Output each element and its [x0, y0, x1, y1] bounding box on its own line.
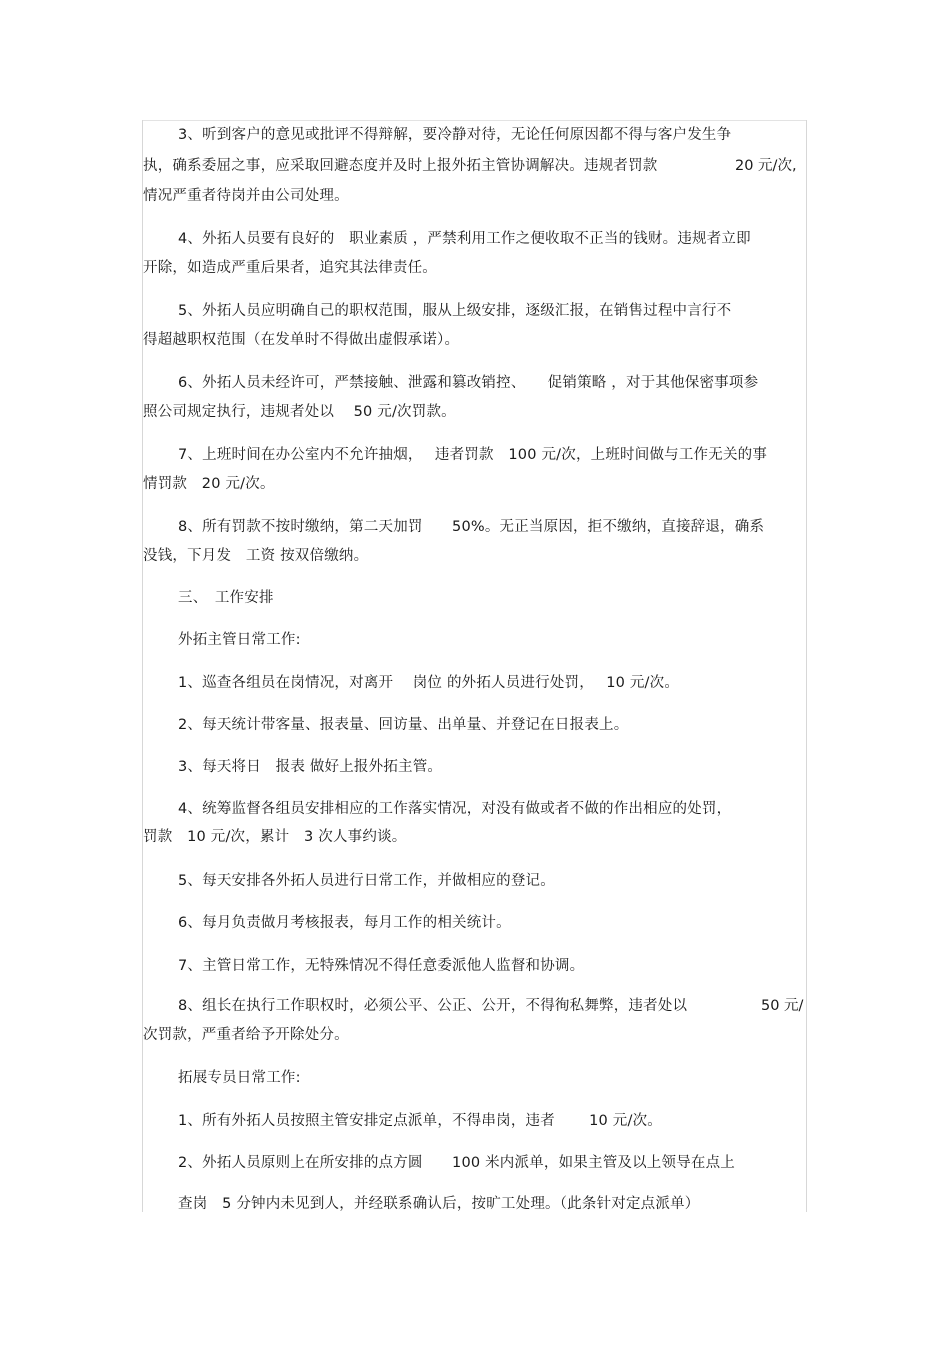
section-heading: 三、 工作安排	[178, 590, 274, 606]
rule-4-line-1: 4、外拓人员要有良好的 职业素质 ，严禁利用工作之便收取不正当的钱财。违规者立即	[178, 231, 751, 247]
rule-8-line-1: 8、所有罚款不按时缴纳，第二天加罚 50%。无正当原因，拒不缴纳，直接辞退，确系	[178, 519, 765, 535]
supervisor-duty-5: 5、每天安排各外拓人员进行日常工作，并做相应的登记。	[178, 873, 555, 889]
supervisor-heading: 外拓主管日常工作:	[178, 632, 301, 648]
page-frame-right	[806, 120, 807, 1212]
supervisor-duty-7: 7、主管日常工作，无特殊情况不得任意委派他人监督和协调。	[178, 958, 585, 974]
rule-7-line-2: 情罚款 20 元/次。	[143, 476, 275, 492]
supervisor-duty-2: 2、每天统计带客量、报表量、回访量、出单量、并登记在日报表上。	[178, 717, 629, 733]
page-frame-left	[142, 120, 143, 1212]
specialist-duty-2-line-1: 2、外拓人员原则上在所安排的点方圆 100 米内派单，如果主管及以上领导在点上	[178, 1155, 736, 1171]
specialist-heading: 拓展专员日常工作:	[178, 1070, 301, 1086]
rule-3-line-3: 情况严重者待岗并由公司处理。	[143, 188, 349, 204]
supervisor-duty-3: 3、每天将日 报表 做好上报外拓主管。	[178, 759, 443, 775]
supervisor-duty-8-fine: 50 元/	[761, 998, 804, 1014]
rule-5-line-1: 5、外拓人员应明确自己的职权范围，服从上级安排，逐级汇报，在销售过程中言行不	[178, 303, 732, 319]
rule-3-line-1: 3、听到客户的意见或批评不得辩解，要冷静对待，无论任何原因都不得与客户发生争	[178, 127, 732, 143]
rule-3-line-2: 执，确系委屈之事，应采取回避态度并及时上报外拓主管协调解决。违规者罚款	[143, 158, 658, 174]
supervisor-duty-8-line-1: 8、组长在执行工作职权时，必须公平、公正、公开，不得徇私舞弊，违者处以	[178, 998, 688, 1014]
rule-3-fine: 20 元/次,	[735, 158, 797, 174]
supervisor-duty-4-line-2: 罚款 10 元/次，累计 3 次人事约谈。	[143, 829, 407, 845]
rule-6-line-2: 照公司规定执行，违规者处以 50 元/次罚款。	[143, 404, 456, 420]
rule-4-line-2: 开除，如造成严重后果者，追究其法律责任。	[143, 260, 437, 276]
rule-7-line-1: 7、上班时间在办公室内不允许抽烟， 违者罚款 100 元/次，上班时间做与工作无关的事	[178, 447, 768, 463]
page-frame-top	[142, 120, 807, 121]
rule-5-line-2: 得超越职权范围（在发单时不得做出虚假承诺）。	[143, 332, 460, 348]
supervisor-duty-8-line-2: 次罚款，严重者给予开除处分。	[143, 1027, 349, 1043]
specialist-duty-1: 1、所有外拓人员按照主管安排定点派单，不得串岗，违者 10 元/次。	[178, 1113, 662, 1129]
specialist-duty-2-line-2: 查岗 5 分钟内未见到人，并经联系确认后，按旷工处理。（此条针对定点派单）	[178, 1196, 700, 1212]
supervisor-duty-4-line-1: 4、统筹监督各组员安排相应的工作落实情况，对没有做或者不做的作出相应的处罚，	[178, 801, 732, 817]
supervisor-duty-6: 6、每月负责做月考核报表，每月工作的相关统计。	[178, 915, 511, 931]
supervisor-duty-1: 1、巡查各组员在岗情况，对离开 岗位 的外拓人员进行处罚， 10 元/次。	[178, 675, 680, 691]
rule-8-line-2: 没钱，下月发 工资 按双倍缴纳。	[143, 548, 369, 564]
rule-6-line-1: 6、外拓人员未经许可，严禁接触、泄露和篡改销控、 促销策略 ，对于其他保密事项参	[178, 375, 759, 391]
